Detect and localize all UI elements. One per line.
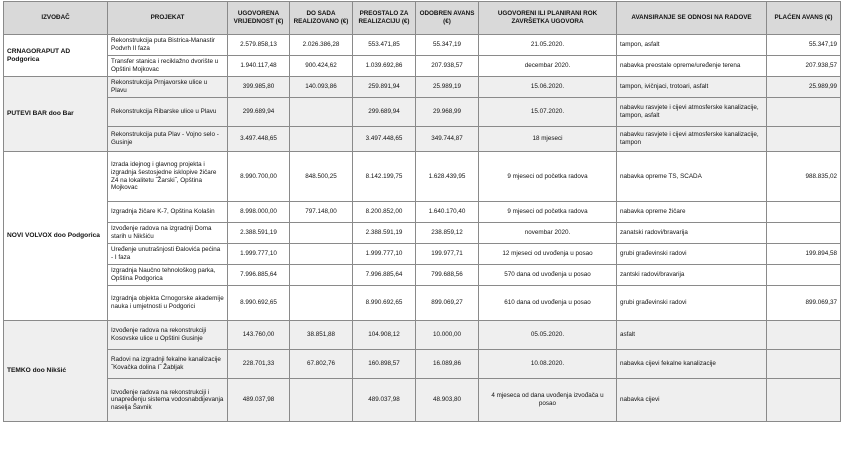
do-sada-cell: 900.424,62 xyxy=(290,56,353,77)
rok-cell: 610 dana od uvođenja u posao xyxy=(479,286,617,321)
odobren-cell: 48.903,80 xyxy=(416,379,479,422)
do-sada-cell: 797.148,00 xyxy=(290,202,353,223)
odobren-cell: 1.628.439,95 xyxy=(416,152,479,202)
odobren-cell: 199.977,71 xyxy=(416,244,479,265)
preostalo-cell: 1.039.692,86 xyxy=(353,56,416,77)
odobren-cell: 10.000,00 xyxy=(416,321,479,350)
do-sada-cell xyxy=(290,286,353,321)
odobren-cell: 238.859,12 xyxy=(416,223,479,244)
rok-cell: 9 mjeseci od početka radova xyxy=(479,152,617,202)
placen-cell: 25.989,99 xyxy=(767,77,841,98)
preostalo-cell: 104.908,12 xyxy=(353,321,416,350)
preostalo-cell: 8.142.199,75 xyxy=(353,152,416,202)
preostalo-cell: 259.891,94 xyxy=(353,77,416,98)
do-sada-cell: 67.802,76 xyxy=(290,350,353,379)
odobren-cell: 25.989,19 xyxy=(416,77,479,98)
rok-cell: 570 dana od uvođenja u posao xyxy=(479,265,617,286)
ugovorena-cell: 7.996.885,64 xyxy=(228,265,290,286)
odobren-cell: 55.347,19 xyxy=(416,35,479,56)
projekat-cell: Radovi na izgradnji fekalne kanalizacije ˝Kovačka dolina I˝ Žabljak xyxy=(108,350,228,379)
do-sada-cell: 848.500,25 xyxy=(290,152,353,202)
avans-cell: nabavka cijevi fekalne kanalizacije xyxy=(617,350,767,379)
preostalo-cell: 489.037,98 xyxy=(353,379,416,422)
placen-cell xyxy=(767,265,841,286)
ugovorena-cell: 228.701,33 xyxy=(228,350,290,379)
advance-payments-table xyxy=(3,1,841,422)
rok-cell: 18 mjeseci xyxy=(479,127,617,152)
col-rok: UGOVORENI ILI PLANIRANI ROK ZAVRŠETKA UGOVORA xyxy=(479,2,617,35)
avans-cell: tampon, asfalt xyxy=(617,35,767,56)
rok-cell: 15.07.2020. xyxy=(479,98,617,127)
ugovorena-cell: 299.689,94 xyxy=(228,98,290,127)
do-sada-cell xyxy=(290,265,353,286)
table-row xyxy=(4,265,841,286)
ugovorena-cell: 2.388.591,19 xyxy=(228,223,290,244)
avans-cell: nabavka opreme TS, SCADA xyxy=(617,152,767,202)
placen-cell xyxy=(767,350,841,379)
preostalo-cell: 2.388.591,19 xyxy=(353,223,416,244)
odobren-cell: 1.640.170,40 xyxy=(416,202,479,223)
ugovorena-cell: 8.990.692,65 xyxy=(228,286,290,321)
odobren-cell: 349.744,87 xyxy=(416,127,479,152)
odobren-cell: 29.968,99 xyxy=(416,98,479,127)
table-row xyxy=(4,98,841,127)
placen-cell: 199.894,58 xyxy=(767,244,841,265)
projekat-cell: Rekonstrukcija puta Plav - Vojno selo - Gusinje xyxy=(108,127,228,152)
table-row xyxy=(4,202,841,223)
projekat-cell: Izrada idejnog i glavnog projekta i izgradnja šestosjedne isklopive žičare Z4 na lokalitetu ˝Žarski˝, Opština Mojkovac xyxy=(108,152,228,202)
col-placen: PLAĆEN AVANS (€) xyxy=(767,2,841,35)
rok-cell: 05.05.2020. xyxy=(479,321,617,350)
col-projekat: PROJEKAT xyxy=(108,2,228,35)
avans-cell: asfalt xyxy=(617,321,767,350)
preostalo-cell: 8.990.692,65 xyxy=(353,286,416,321)
table-row xyxy=(4,286,841,321)
projekat-cell: Izgradnja objekta Crnogorske akademije nauka i umjetnosti u Podgorici xyxy=(108,286,228,321)
table-row xyxy=(4,244,841,265)
avans-cell: nabavku rasvjete i cijevi atmosferske kanalizacije, tampon xyxy=(617,127,767,152)
company-cell: CRNAGORAPUT AD Podgorica xyxy=(4,35,108,77)
col-izvodac: IZVOĐAČ xyxy=(4,2,108,35)
rok-cell: 9 mjeseci od početka radova xyxy=(479,202,617,223)
projekat-cell: Izgradnja Naučno tehnološkog parka, Opština Podgorica xyxy=(108,265,228,286)
table-row xyxy=(4,35,841,56)
placen-cell xyxy=(767,321,841,350)
projekat-cell: Rekonstrukcija puta Bistrica-Manastir Podvrh II faza xyxy=(108,35,228,56)
placen-cell xyxy=(767,127,841,152)
do-sada-cell xyxy=(290,98,353,127)
rok-cell: 15.06.2020. xyxy=(479,77,617,98)
table-row xyxy=(4,127,841,152)
projekat-cell: Izvođenje radova na rekonstrukciji i unapređenju sistema vodosnabdijevanja naselja Šavnik xyxy=(108,379,228,422)
preostalo-cell: 1.999.777,10 xyxy=(353,244,416,265)
col-ugovorena: UGOVORENA VRIJEDNOST (€) xyxy=(228,2,290,35)
table-row xyxy=(4,223,841,244)
header-row xyxy=(4,2,841,35)
table-row xyxy=(4,350,841,379)
rok-cell: novembar 2020. xyxy=(479,223,617,244)
placen-cell xyxy=(767,202,841,223)
projekat-cell: Rekonstrukcija Ribarske ulice u Plavu xyxy=(108,98,228,127)
do-sada-cell xyxy=(290,127,353,152)
placen-cell: 988.835,02 xyxy=(767,152,841,202)
ugovorena-cell: 143.760,00 xyxy=(228,321,290,350)
projekat-cell: Izgradnja žičare K-7, Opština Kolašin xyxy=(108,202,228,223)
preostalo-cell: 160.898,57 xyxy=(353,350,416,379)
table-row xyxy=(4,77,841,98)
table-row xyxy=(4,379,841,422)
placen-cell: 207.938,57 xyxy=(767,56,841,77)
avans-cell: grubi građevinski radovi xyxy=(617,286,767,321)
col-odobren: ODOBREN AVANS (€) xyxy=(416,2,479,35)
ugovorena-cell: 3.497.448,65 xyxy=(228,127,290,152)
preostalo-cell: 3.497.448,65 xyxy=(353,127,416,152)
do-sada-cell: 2.026.386,28 xyxy=(290,35,353,56)
col-preostalo: PREOSTALO ZA REALIZACIJU (€) xyxy=(353,2,416,35)
ugovorena-cell: 1.940.117,48 xyxy=(228,56,290,77)
avans-cell: tampon, ivičnjaci, trotoari, asfalt xyxy=(617,77,767,98)
avans-cell: nabavka preostale opreme/uređenje terena xyxy=(617,56,767,77)
ugovorena-cell: 399.985,80 xyxy=(228,77,290,98)
ugovorena-cell: 489.037,98 xyxy=(228,379,290,422)
ugovorena-cell: 2.579.858,13 xyxy=(228,35,290,56)
company-cell: PUTEVI BAR doo Bar xyxy=(4,77,108,152)
company-cell: TEMKO doo Nikšić xyxy=(4,321,108,422)
avans-cell: zantski radovi/bravarija xyxy=(617,265,767,286)
avans-cell: nabavka opreme žičare xyxy=(617,202,767,223)
preostalo-cell: 299.689,94 xyxy=(353,98,416,127)
do-sada-cell xyxy=(290,223,353,244)
placen-cell: 899.069,37 xyxy=(767,286,841,321)
projekat-cell: Rekonstrukcija Prnjavorske ulice u Plavu xyxy=(108,77,228,98)
projekat-cell: Transfer stanica i reciklažno dvorište u Opštini Mojkovac xyxy=(108,56,228,77)
rok-cell: 12 mjeseci od uvođenja u posao xyxy=(479,244,617,265)
placen-cell: 55.347,19 xyxy=(767,35,841,56)
preostalo-cell: 8.200.852,00 xyxy=(353,202,416,223)
ugovorena-cell: 8.998.000,00 xyxy=(228,202,290,223)
do-sada-cell xyxy=(290,379,353,422)
projekat-cell: Izvođenje radova na izgradnji Doma starih u Nikšiću xyxy=(108,223,228,244)
rok-cell: 4 mjeseca od dana uvođenja izvođača u posao xyxy=(479,379,617,422)
odobren-cell: 799.688,56 xyxy=(416,265,479,286)
do-sada-cell: 38.851,88 xyxy=(290,321,353,350)
do-sada-cell xyxy=(290,244,353,265)
preostalo-cell: 7.996.885,64 xyxy=(353,265,416,286)
odobren-cell: 899.069,27 xyxy=(416,286,479,321)
table-row xyxy=(4,56,841,77)
table-row xyxy=(4,321,841,350)
ugovorena-cell: 1.999.777,10 xyxy=(228,244,290,265)
placen-cell xyxy=(767,223,841,244)
company-cell: NOVI VOLVOX doo Podgorica xyxy=(4,152,108,321)
rok-cell: decembar 2020. xyxy=(479,56,617,77)
placen-cell xyxy=(767,379,841,422)
col-avansiranje: AVANSIRANJE SE ODNOSI NA RADOVE xyxy=(617,2,767,35)
odobren-cell: 207.938,57 xyxy=(416,56,479,77)
avans-cell: grubi građevinski radovi xyxy=(617,244,767,265)
avans-cell: zanatski radovi/bravarija xyxy=(617,223,767,244)
projekat-cell: Izvođenje radova na rekonstrukciji Kosovske ulice u Opštini Gusinje xyxy=(108,321,228,350)
avans-cell: nabavka cijevi xyxy=(617,379,767,422)
do-sada-cell: 140.093,86 xyxy=(290,77,353,98)
rok-cell: 10.08.2020. xyxy=(479,350,617,379)
preostalo-cell: 553.471,85 xyxy=(353,35,416,56)
col-do-sada: DO SADA REALIZOVANO (€) xyxy=(290,2,353,35)
table-row xyxy=(4,152,841,202)
rok-cell: 21.05.2020. xyxy=(479,35,617,56)
ugovorena-cell: 8.990.700,00 xyxy=(228,152,290,202)
avans-cell: nabavku rasvjete i cijevi atmosferske kanalizacije, tampon, asfalt xyxy=(617,98,767,127)
placen-cell xyxy=(767,98,841,127)
odobren-cell: 16.089,86 xyxy=(416,350,479,379)
projekat-cell: Uređenje unutrašnjosti Đalovića pećina - I faza xyxy=(108,244,228,265)
